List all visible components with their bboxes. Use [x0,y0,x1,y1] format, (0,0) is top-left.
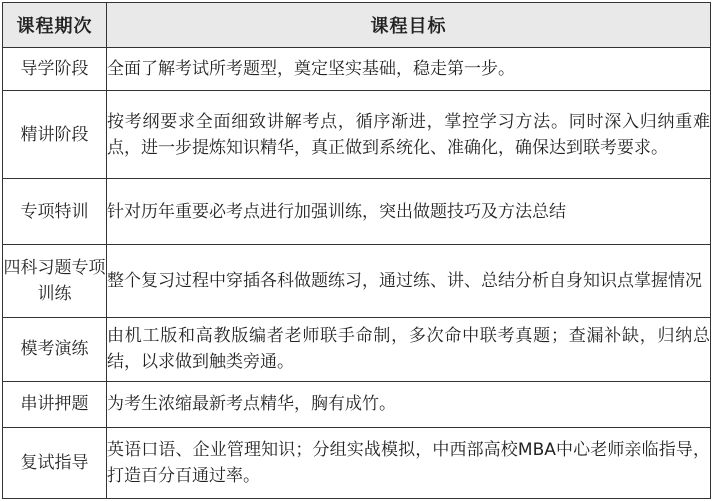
table-row [3,179,711,245]
phase-cell: 专项特训 [3,179,107,245]
table-header-row [3,3,711,48]
goal-cell: 按考纲要求全面细致讲解考点，循序渐进，掌控学习方法。同时深入归纳重难点，进一步提炼知识精华，真正做到系统化、准确化，确保达到联考要求。 [107,91,711,179]
phase-cell: 复试指导 [3,427,107,498]
phase-cell: 串讲押题 [3,381,107,427]
goal-cell: 全面了解考试所考题型，奠定坚实基础，稳走第一步。 [107,48,711,91]
table-row [3,91,711,179]
table-row [3,427,711,498]
goal-cell: 为考生浓缩最新考点精华，胸有成竹。 [107,381,711,427]
goal-cell: 由机工版和高教版编者老师联手命制，多次命中联考真题；查漏补缺，归纳总结，以求做到触类旁通。 [107,317,711,381]
header-goal: 课程目标 [107,3,711,48]
table-row [3,245,711,317]
goal-cell: 英语口语、企业管理知识；分组实战模拟，中西部高校MBA中心老师亲临指导，打造百分百通过率。 [107,427,711,498]
table-row [3,381,711,427]
phase-cell: 导学阶段 [3,48,107,91]
table-row [3,317,711,381]
goal-cell: 针对历年重要必考点进行加强训练，突出做题技巧及方法总结 [107,179,711,245]
phase-cell: 精讲阶段 [3,91,107,179]
header-phase: 课程期次 [3,3,107,48]
phase-cell: 四科习题专项训练 [3,245,107,317]
table-row [3,48,711,91]
goal-cell: 整个复习过程中穿插各科做题练习，通过练、讲、总结分析自身知识点掌握情况 [107,245,711,317]
course-table [2,2,711,499]
phase-cell: 模考演练 [3,317,107,381]
